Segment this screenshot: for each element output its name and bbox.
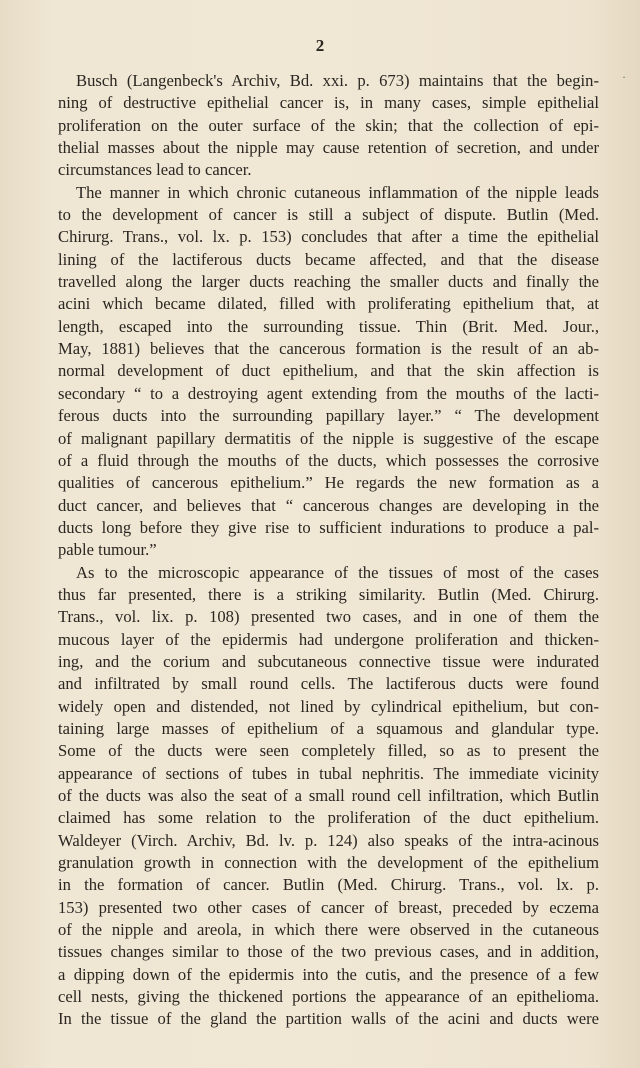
text-line: Busch (Langenbeck's Archiv, Bd. xxi. p. 673) maintains that the begin- (76, 71, 599, 90)
text-line: tissues changes similar to those of the two previous cases, and in addition, (58, 942, 599, 962)
text-line: of the ducts was also the seat of a small round cell infiltration, which Butlin (58, 786, 599, 805)
text-line: Chirurg. Trans., vol. lx. p. 153) concludes that after a time the epithelial (58, 227, 599, 247)
text-line: claimed has some relation to the proliferation of the duct epithelium. (58, 808, 599, 828)
text-line: lining of the lactiferous ducts became affected, and that the disease (58, 249, 599, 269)
text-line: of malignant papillary dermatitis of the nipple is suggestive of the escape (58, 428, 599, 448)
text-line: ducts long before they give rise to sufficient indurations to produce a pal- (58, 517, 599, 537)
text-line: appearance of sections of tubes in tubal nephritis. The immediate vicinity (58, 763, 599, 783)
text-line: The manner in which chronic cutaneous inflammation of the nipple leads (76, 182, 599, 202)
text-line: As to the microscopic appearance of the tissues of most of the cases (76, 562, 599, 582)
text-line: taining large masses of epithelium of a squamous and glandular type. (58, 718, 599, 738)
text-line: thelial masses about the nipple may cause retention of secretion, and under (58, 138, 599, 158)
text-line: May, 1881) believes that the cancerous formation is the result of an ab- (58, 339, 599, 359)
text-line: ing, and the corium and subcutaneous connective tissue were indurated (58, 651, 599, 671)
text-line: acini which became dilated, filled with proliferating epithelium that, at (58, 294, 599, 314)
margin-mark: · (622, 70, 626, 84)
text-line: qualities of cancerous epithelium.” He regards the new formation as a (58, 473, 599, 493)
text-line: ferous ducts into the surrounding papillary layer.” “ The development (58, 406, 599, 426)
text-line: in the formation of cancer. Butlin (Med. Chirurg. Trans., vol. lx. p. (58, 875, 599, 895)
text-line: Waldeyer (Virch. Archiv, Bd. lv. p. 124) also speaks of the intra-acinous (58, 830, 599, 850)
text-line: of a fluid through the mouths of the ducts, which possesses the corrosive (58, 450, 599, 470)
text-line: circumstances lead to cancer. (58, 160, 252, 180)
page-number: 2 (315, 36, 325, 55)
text-line: cell nests, giving the thickened portions the appearance of an epithelioma. (58, 987, 599, 1007)
text-line: length, escaped into the surrounding tissue. Thin (Brit. Med. Jour., (58, 316, 599, 336)
text-line: proliferation on the outer surface of the skin; that the collection of epi- (58, 115, 599, 135)
text-line: Some of the ducts were seen completely filled, so as to present the (58, 741, 599, 761)
text-line: Trans., vol. lix. p. 108) presented two cases, and in one of them the (58, 607, 599, 627)
text-line: granulation growth in connection with the development of the epithelium (58, 853, 599, 873)
text-line: and infiltrated by small round cells. The lactiferous ducts were found (58, 674, 599, 694)
text-line: secondary “ to a destroying agent extending from the mouths of the lacti- (58, 383, 599, 403)
text-line: duct cancer, and believes that “ cancerous changes are developing in the (58, 495, 599, 515)
text-line: normal development of duct epithelium, and that the skin affection is (58, 361, 599, 381)
text-line: a dipping down of the epidermis into the cutis, and the presence of a few (58, 964, 599, 984)
body-text (58, 70, 599, 1031)
text-line: thus far presented, there is a striking similarity. Butlin (Med. Chirurg. (58, 584, 599, 604)
text-line: ning of destructive epithelial cancer is, in many cases, simple epithelial (58, 93, 599, 113)
text-line: travelled along the larger ducts reaching the smaller ducts and finally the (58, 272, 599, 292)
text-line: pable tumour.” (58, 540, 157, 560)
text-line: mucous layer of the epidermis had undergone proliferation and thicken- (58, 629, 599, 649)
text-line: to the development of cancer is still a subject of dispute. Butlin (Med. (58, 205, 599, 225)
text-line: of the nipple and areola, in which there were observed in the cutaneous (58, 920, 599, 940)
text-line: widely open and distended, not lined by cylindrical epithelium, but con- (58, 696, 599, 716)
text-line: In the tissue of the gland the partition walls of the acini and ducts were (58, 1009, 599, 1029)
text-line: 153) presented two other cases of cancer of breast, preceded by eczema (58, 897, 599, 917)
